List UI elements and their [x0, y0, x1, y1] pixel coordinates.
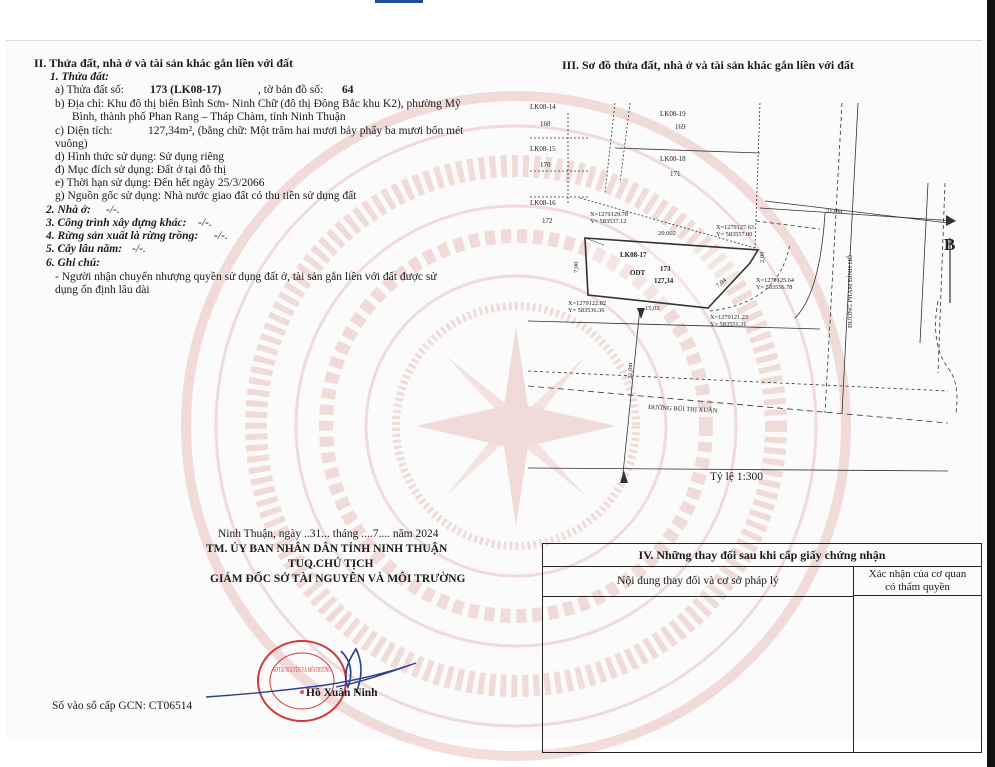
corner-3-y: Y= 583556.78: [756, 284, 793, 291]
map-sheet-number: 64: [342, 84, 354, 96]
changes-confirmation-header-line-2: có thẩm quyền: [885, 581, 950, 593]
notes-heading: 6. Ghi chú:: [46, 257, 100, 269]
use-purpose: đ) Mục đích sử dụng: Đất ở tại đô thị: [55, 164, 227, 176]
section-iii-title: III. Sơ đồ thửa đất, nhà ở và tài sản khác gắn liền với đất: [562, 58, 854, 72]
address-line-1: b) Địa chỉ: Khu đô thị biển Bình Sơn- Ninh Chữ (đô thị Đông Bắc khu K2), phường Mỹ: [55, 98, 461, 110]
parcel-area-label: 127,34: [654, 277, 674, 285]
note-line-1: - Người nhận chuyển nhượng quyền sử dụng đất ở, tài sản gắn liền với đất được sử: [55, 271, 437, 283]
dim-diagonal: 7,04: [714, 276, 728, 290]
road-bui-thi-xuan-label: ĐƯỜNG BÙI THỊ XUÂN: [647, 404, 718, 415]
area-value-line-1: 127,34m², (bằng chữ: Một trăm hai mươi bảy phẩy ba mươi bốn mét: [148, 125, 464, 137]
changes-confirmation-header-line-1: Xác nhận của cơ quan: [868, 568, 967, 580]
area-label: c) Diện tích:: [55, 125, 113, 137]
sign-org: TM. ỦY BAN NHÂN DÂN TỈNH NINH THUẬN: [206, 543, 448, 555]
land-type-label: ODT: [630, 269, 646, 277]
corner-2-x: X=1279127.63: [716, 224, 755, 231]
forest-heading: 4. Rừng sản xuất là rừng trồng:: [46, 230, 199, 242]
corner-5-x: X=1279122.82: [568, 300, 607, 307]
lot-169-label: 169: [675, 123, 686, 131]
lot-lk08-16-label: LK08-16: [530, 199, 556, 207]
dim-right: 2,00: [759, 251, 766, 263]
north-arrow-label: B: [944, 235, 956, 254]
sign-tuq: TUQ.CHỦ TỊCH: [288, 558, 374, 570]
use-term: e) Thời hạn sử dụng: Đến hết ngày 25/3/2066: [55, 177, 265, 189]
other-works-value: -/-.: [198, 217, 212, 229]
corner-5-y: Y= 583536.36: [568, 307, 605, 314]
changes-content-header: Nội dung thay đổi và cơ sở pháp lý: [543, 566, 853, 597]
seal-text: SỞ TÀI NGUYÊN VÀ MÔI TRƯỜNG: [273, 666, 331, 674]
dim-left: 7,00: [573, 261, 580, 273]
parcel-number: 173 (LK08-17): [150, 84, 222, 96]
map-sheet-label: , tờ bản đồ số:: [258, 84, 324, 96]
lot-170-label: 170: [540, 161, 551, 169]
corner-3-x: X=1279125.64: [756, 277, 795, 284]
road-bottom-width: 21,0m: [627, 362, 634, 379]
dim-bottom: 15,03: [645, 305, 660, 312]
corner-4-y: Y= 583551.31: [710, 321, 747, 328]
parcel-number-label: a) Thửa đất số:: [55, 84, 124, 96]
house-heading: 2. Nhà ở:: [46, 204, 91, 216]
section-ii-title: II. Thửa đất, nhà ở và tài sản khác gắn liền với đất: [34, 56, 294, 70]
changes-table: [542, 543, 982, 753]
other-works-heading: 3. Công trình xây dựng khác:: [46, 217, 187, 229]
scale-label: Tỷ lệ 1:300: [710, 471, 764, 483]
forest-value: -/-.: [214, 230, 228, 242]
changes-confirmation-header: [854, 566, 981, 596]
lot-lk08-14-label: LK08-14: [530, 103, 556, 111]
lot-172-label: 172: [542, 217, 553, 225]
parcel-heading: 1. Thửa đất:: [50, 71, 109, 83]
top-bar: [0, 0, 995, 7]
road-pham-dinh-ho-label: ĐƯỜNG PHẠM ĐÌNH HỔ: [847, 254, 854, 328]
lot-lk08-15-label: LK08-15: [530, 145, 556, 153]
lot-lk08-19-label: LK08-19: [660, 110, 686, 118]
address-line-2: Bình, thành phố Phan Rang – Tháp Chàm, tỉnh Ninh Thuận: [72, 111, 346, 123]
use-origin: g) Nguồn gốc sử dụng: Nhà nước giao đất có thu tiền sử dụng đất: [55, 190, 357, 202]
perennial-heading: 5. Cây lâu năm:: [46, 243, 123, 255]
lot-lk08-17-label: LK08-17: [620, 251, 647, 259]
corner-1-y: Y= 583537.12: [590, 218, 627, 225]
area-value-line-2: vuông): [55, 138, 88, 150]
signer-name: Hồ Xuân Ninh: [306, 687, 378, 699]
right-edge-bar: [987, 0, 995, 767]
sign-title: GIÁM ĐỐC SỞ TÀI NGUYÊN VÀ MÔI TRƯỜNG: [210, 573, 466, 585]
corner-2-y: Y= 583557.00: [716, 231, 753, 238]
sign-date: Ninh Thuận, ngày ..31... tháng ....7.... năm 2024: [218, 528, 439, 540]
note-line-2: dụng ổn định lâu dài: [55, 284, 150, 296]
gcn-register-number: Số vào sổ cấp GCN: CT06514: [52, 700, 193, 712]
lot-173-label: 173: [660, 265, 671, 273]
parcel-plan: [520, 93, 960, 493]
changes-table-title: IV. Những thay đổi sau khi cấp giấy chứng nhận: [543, 544, 981, 567]
top-accent-line: [375, 0, 423, 3]
corner-1-x: X=1279129.78: [590, 211, 629, 218]
perennial-value: -/-.: [132, 243, 146, 255]
handwritten-signature: [206, 641, 446, 711]
lot-lk08-18-label: LK08-18: [660, 155, 686, 163]
corner-4-x: X=1279121.23: [710, 314, 749, 321]
lot-168-label: 168: [540, 120, 551, 128]
house-value: -/-.: [106, 204, 120, 216]
road-right-width: 21,0m: [826, 208, 843, 215]
dim-top: 20.002: [658, 230, 676, 237]
certificate-sheet: [6, 40, 982, 741]
lot-171-label: 171: [670, 170, 681, 178]
use-form: d) Hình thức sử dụng: Sử dụng riêng: [55, 151, 225, 163]
